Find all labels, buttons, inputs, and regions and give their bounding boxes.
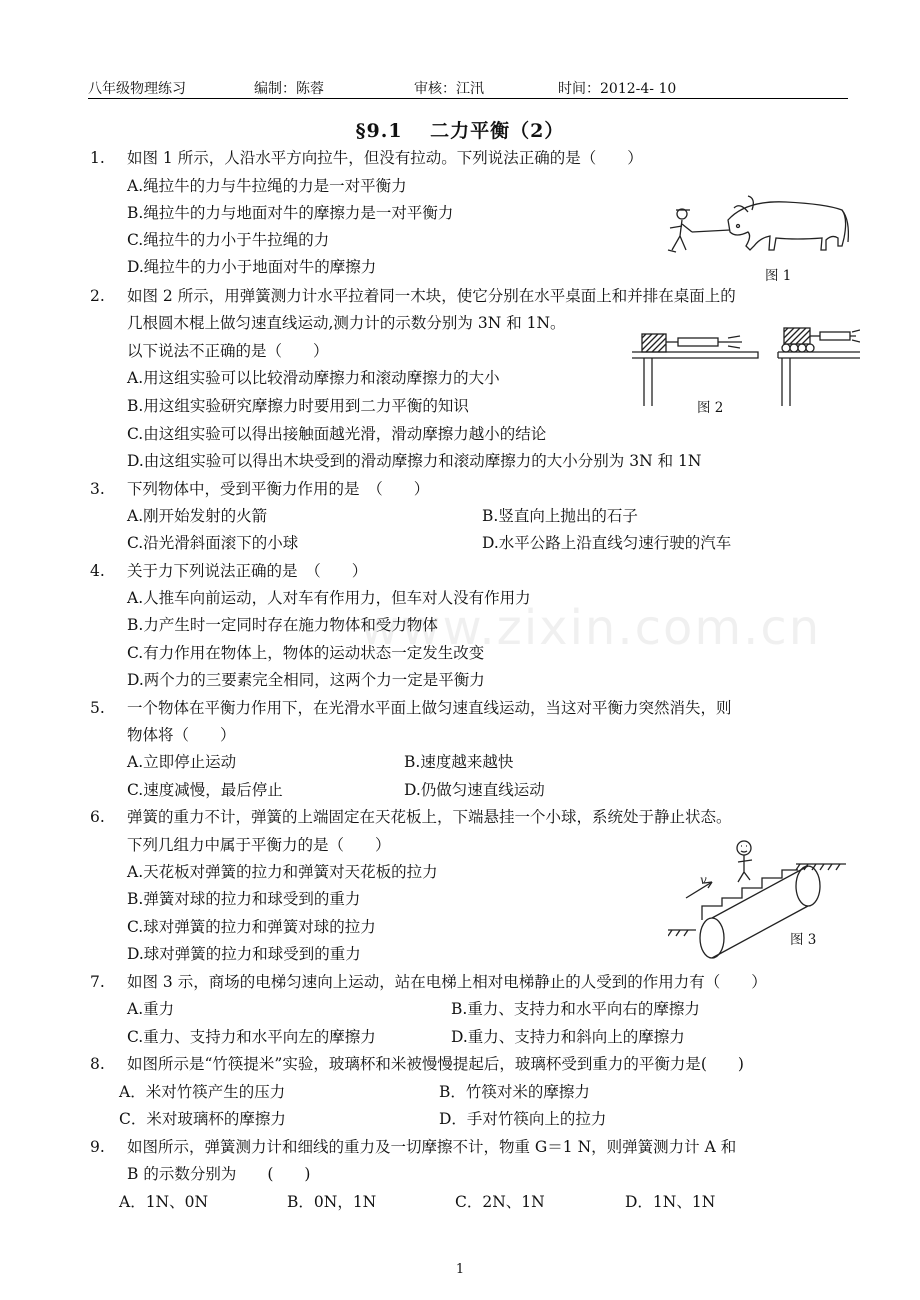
q8-option-d: D．手对竹筷向上的拉力 [439,1110,607,1128]
q7-option-c: C.重力、支持力和水平向左的摩擦力 [127,1028,376,1046]
page-title: §9.1 二力平衡（2） [355,120,565,142]
q4-option-a: A.人推车向前运动，人对车有作用力，但车对人没有作用力 [127,589,531,607]
q2-option-c: C.由这组实验可以得出接触面越光滑，滑动摩擦力越小的结论 [127,425,547,443]
q7-option-a: A.重力 [127,1000,175,1018]
q5-stem-line1: 一个物体在平衡力作用下，在光滑水平面上做匀速直线运动，当这对平衡力突然消失，则 [127,699,732,717]
q9-option-d: D．1N、1N [625,1193,716,1211]
q5-option-d: D.仍做匀速直线运动 [404,781,545,799]
q6-number: 6. [90,808,105,826]
q9-option-b: B．0N，1N [287,1193,377,1211]
q6-option-b: B.弹簧对球的拉力和球受到的重力 [127,890,361,908]
q8-option-c: C．米对玻璃杯的摩擦力 [119,1110,286,1128]
q1-stem: 如图 1 所示，人沿水平方向拉牛，但没有拉动。下列说法正确的是（ ） [127,149,643,167]
figure-1-label: 图 1 [765,268,792,284]
q7-option-d: D.重力、支持力和斜向上的摩擦力 [451,1028,685,1046]
q6-option-d: D.球对弹簧的拉力和球受到的重力 [127,945,361,963]
watermark: www.zixin.com.cn [360,600,822,656]
figure-2-spring-scale-setup [630,322,860,406]
q9-stem-line2: B 的示数分别为 ( ) [127,1165,311,1183]
header-editor: 编制：陈蓉 [254,81,324,97]
q1-option-c: C.绳拉牛的力小于牛拉绳的力 [127,231,330,249]
q1-option-b: B.绳拉牛的力与地面对牛的摩擦力是一对平衡力 [127,204,454,222]
header-time: 时间：2012-4- 10 [558,81,677,97]
q9-option-c: C．2N、1N [455,1193,545,1211]
q6-stem-line2: 下列几组力中属于平衡力的是（ ） [127,836,391,854]
q3-option-b: B.竖直向上抛出的石子 [482,507,638,525]
q8-option-b: B．竹筷对米的摩擦力 [439,1083,590,1101]
figure-3-escalator [668,838,848,960]
header-subject: 八年级物理练习 [88,81,186,97]
page-header [88,76,848,99]
q6-option-c: C.球对弹簧的拉力和弹簧对球的拉力 [127,918,376,936]
q7-stem: 如图 3 示，商场的电梯匀速向上运动，站在电梯上相对电梯静止的人受到的作用力有（ ） [127,973,767,991]
q1-option-d: D.绳拉牛的力小于地面对牛的摩擦力 [127,258,377,276]
q2-option-b: B.用这组实验研究摩擦力时要用到二力平衡的知识 [127,397,469,415]
q4-option-b: B.力产生时一定同时存在施力物体和受力物体 [127,616,438,634]
q7-number: 7. [90,973,105,991]
q5-option-b: B.速度越来越快 [404,753,514,771]
header-reviewer: 审核：江汛 [414,81,484,97]
q4-stem: 关于力下列说法正确的是 （ ） [127,562,368,580]
q6-stem-line1: 弹簧的重力不计，弹簧的上端固定在天花板上，下端悬挂一个小球，系统处于静止状态。 [127,808,732,826]
q3-option-d: D.水平公路上沿直线匀速行驶的汽车 [482,534,732,552]
q6-option-a: A.天花板对弹簧的拉力和弹簧对天花板的拉力 [127,863,438,881]
page-number: 1 [455,1262,465,1277]
q7-option-b: B.重力、支持力和水平向右的摩擦力 [451,1000,700,1018]
q2-stem-line1: 如图 2 所示，用弹簧测力计水平拉着同一木块，使它分别在水平桌面上和并排在桌面上的 [127,287,736,305]
q1-number: 1. [90,149,105,167]
q4-option-c: C.有力作用在物体上，物体的运动状态一定发生改变 [127,644,485,662]
q9-stem-line1: 如图所示，弹簧测力计和细线的重力及一切摩擦不计，物重 G＝1 N，则弹簧测力计 A 和 [127,1138,737,1156]
q8-option-a: A．米对竹筷产生的压力 [119,1083,286,1101]
q4-number: 4. [90,562,105,580]
q1-option-a: A.绳拉牛的力与牛拉绳的力是一对平衡力 [127,177,407,195]
q2-option-d: D.由这组实验可以得出木块受到的滑动摩擦力和滚动摩擦力的大小分别为 3N 和 1N [127,452,702,470]
q2-stem-line2: 几根圆木棍上做匀速直线运动,测力计的示数分别为 3N 和 1N。 [127,314,566,332]
q3-number: 3. [90,480,105,498]
q2-number: 2. [90,287,105,305]
figure-2-label: 图 2 [697,400,724,416]
figure-3-velocity-label: v [700,873,707,887]
figure-3-label: 图 3 [790,932,817,948]
q9-option-a: A．1N、0N [119,1193,209,1211]
q3-option-c: C.沿光滑斜面滚下的小球 [127,534,299,552]
q3-option-a: A.刚开始发射的火箭 [127,507,268,525]
q3-stem: 下列物体中，受到平衡力作用的是 （ ） [127,480,430,498]
q2-option-a: A.用这组实验可以比较滑动摩擦力和滚动摩擦力的大小 [127,369,500,387]
q4-option-d: D.两个力的三要素完全相同，这两个力一定是平衡力 [127,671,485,689]
q5-option-c: C.速度减慢，最后停止 [127,781,283,799]
q8-number: 8. [90,1055,105,1073]
q5-stem-line2: 物体将（ ） [127,726,236,744]
q9-number: 9. [90,1138,105,1156]
q8-stem: 如图所示是“竹筷提米”实验，玻璃杯和米被慢慢提起后，玻璃杯受到重力的平衡力是( ) [127,1055,744,1073]
q5-option-a: A.立即停止运动 [127,753,237,771]
q2-stem-line3: 以下说法不正确的是（ ） [127,342,329,360]
figure-1-ox-illustration [656,180,852,276]
q5-number: 5. [90,699,105,717]
